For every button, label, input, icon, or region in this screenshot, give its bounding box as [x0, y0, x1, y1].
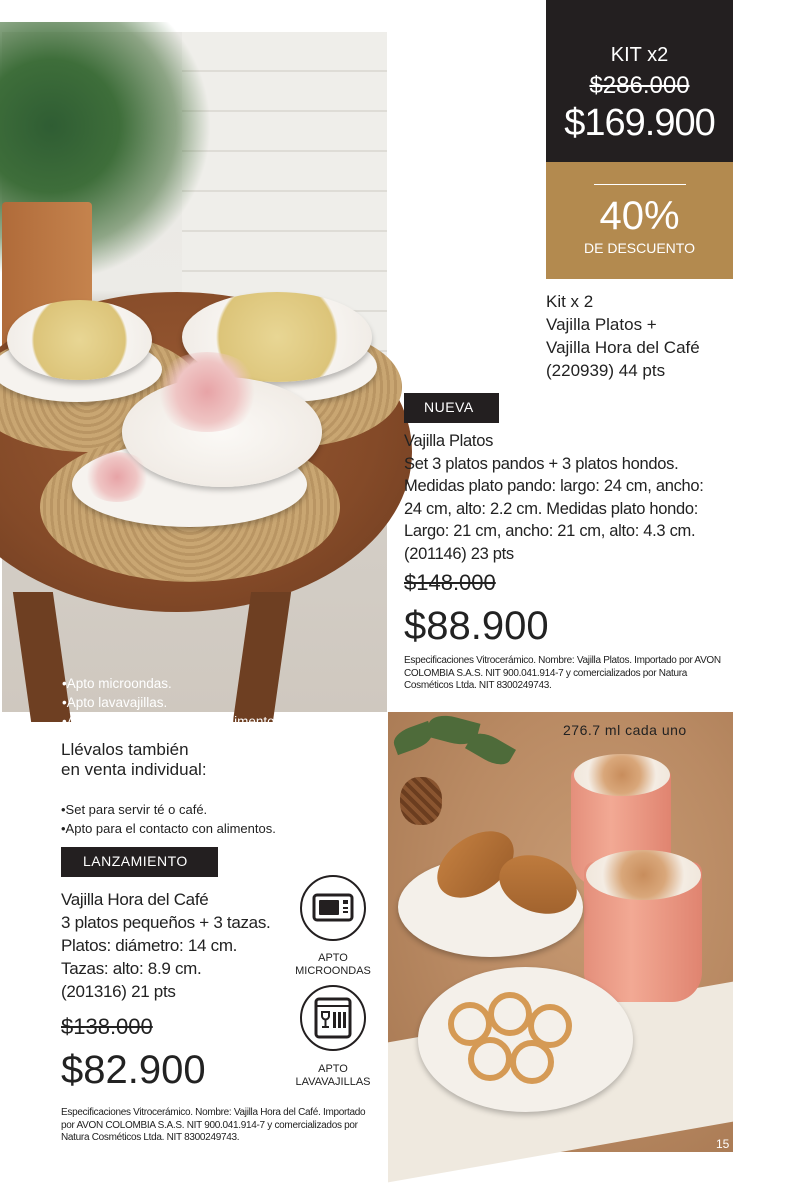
label-line: APTO [318, 1063, 348, 1075]
cafe-desc-line: (201316) 21 pts [61, 982, 176, 1001]
plates-desc-line: Set 3 platos pandos + 3 platos hondos. [404, 454, 679, 473]
microwave-icon [300, 875, 366, 941]
individual-bullets [61, 800, 276, 838]
plates-desc-line: Vajilla Platos [404, 432, 494, 450]
plates-desc-line: Largo: 21 cm, ancho: 21 cm, alto: 4.3 cm. [404, 522, 696, 540]
label-line: APTO [318, 952, 348, 964]
title-line: Llévalos también [61, 740, 189, 759]
cafe-desc-line: Platos: diámetro: 14 cm. [61, 936, 238, 955]
kit-desc-line: Kit x 2 [546, 292, 594, 311]
kit-price-box [546, 0, 733, 162]
bullet-item: •Apto para el contacto con alimentos. [62, 714, 286, 729]
cafe-desc-line: 3 platos pequeños + 3 tazas. [61, 913, 271, 932]
cookie [488, 992, 532, 1036]
kit-desc-line: Vajilla Platos + [546, 315, 657, 334]
plates-desc-line: 24 cm, alto: 2.2 cm. Medidas plato hondo: [404, 499, 699, 518]
microwave-label [283, 952, 383, 978]
small-plate [418, 967, 633, 1112]
discount-percent: 40% [599, 194, 680, 238]
floral-pattern [152, 352, 262, 432]
plates-description [404, 430, 734, 565]
dishwasher-icon [300, 985, 366, 1051]
capacity-caption: 276.7 ml cada uno [563, 722, 687, 738]
dishwasher-label [283, 1063, 383, 1089]
discount-box [546, 162, 733, 279]
bullet-item: •Apto lavavajillas. [62, 695, 168, 710]
table-setting-photo [2, 32, 387, 729]
cookie [468, 1037, 512, 1081]
pine-cone [400, 777, 442, 825]
individual-sale-title [61, 740, 301, 780]
launch-tag: LANZAMIENTO [61, 847, 218, 877]
title-line: en venta individual: [61, 760, 207, 779]
discount-text: DE DESCUENTO [584, 240, 695, 256]
bullet-item: •Set para servir té o café. [61, 802, 208, 817]
coffee-foam [574, 754, 670, 796]
cafe-spec: Especificaciones Vitrocerámico. Nombre: Vajilla Hora del Café. Importado por AVON COLOMBIA S.A.S. NIT 900.041.914-7 y comercializados por Natura Cosméticos Ltda. NIT 8300249743. [61, 1107, 366, 1143]
soup-bowl [7, 300, 152, 380]
floral-pattern [82, 452, 152, 502]
new-tag: NUEVA [404, 393, 499, 423]
cafe-desc-line: Vajilla Hora del Café [61, 890, 209, 909]
divider [594, 184, 686, 185]
bullet-item: •Apto microondas. [62, 676, 172, 691]
cafe-new-price: $82.900 [61, 1048, 206, 1092]
plates-desc-line: (201146) 23 pts [404, 544, 514, 563]
cafe-old-price: $138.000 [61, 1014, 153, 1039]
cookie [510, 1040, 554, 1084]
kit-old-price: $286.000 [589, 72, 690, 99]
kit-label: KIT x2 [610, 44, 669, 66]
coffee-foam [586, 850, 701, 900]
cafe-description [61, 888, 301, 1003]
plates-desc-line: Medidas plato pando: largo: 24 cm, ancho: [404, 477, 704, 495]
kit-new-price: $169.900 [564, 102, 715, 144]
bullet-item: •Apto para el contacto con alimentos. [61, 821, 276, 836]
plates-old-price: $148.000 [404, 570, 496, 595]
page-number: 15 [716, 1137, 730, 1151]
label-line: MICROONDAS [295, 965, 371, 977]
kit-description [546, 290, 700, 382]
kit-desc-line: Vajilla Hora del Café [546, 338, 700, 357]
plates-new-price: $88.900 [404, 604, 549, 648]
top-bullets [62, 674, 285, 731]
cafe-desc-line: Tazas: alto: 8.9 cm. [61, 959, 202, 978]
kit-desc-line: (220939) 44 pts [546, 361, 666, 380]
label-line: LAVAVAJILLAS [295, 1076, 371, 1088]
coffee-set-photo [388, 712, 733, 1152]
plates-spec: Especificaciones Vitrocerámico. Nombre: Vajilla Platos. Importado por AVON COLOMBIA S.A.S. NIT 900.041.914-7 y comercializados por Natura Cosméticos Ltda. NIT 8300249743. [404, 655, 721, 691]
